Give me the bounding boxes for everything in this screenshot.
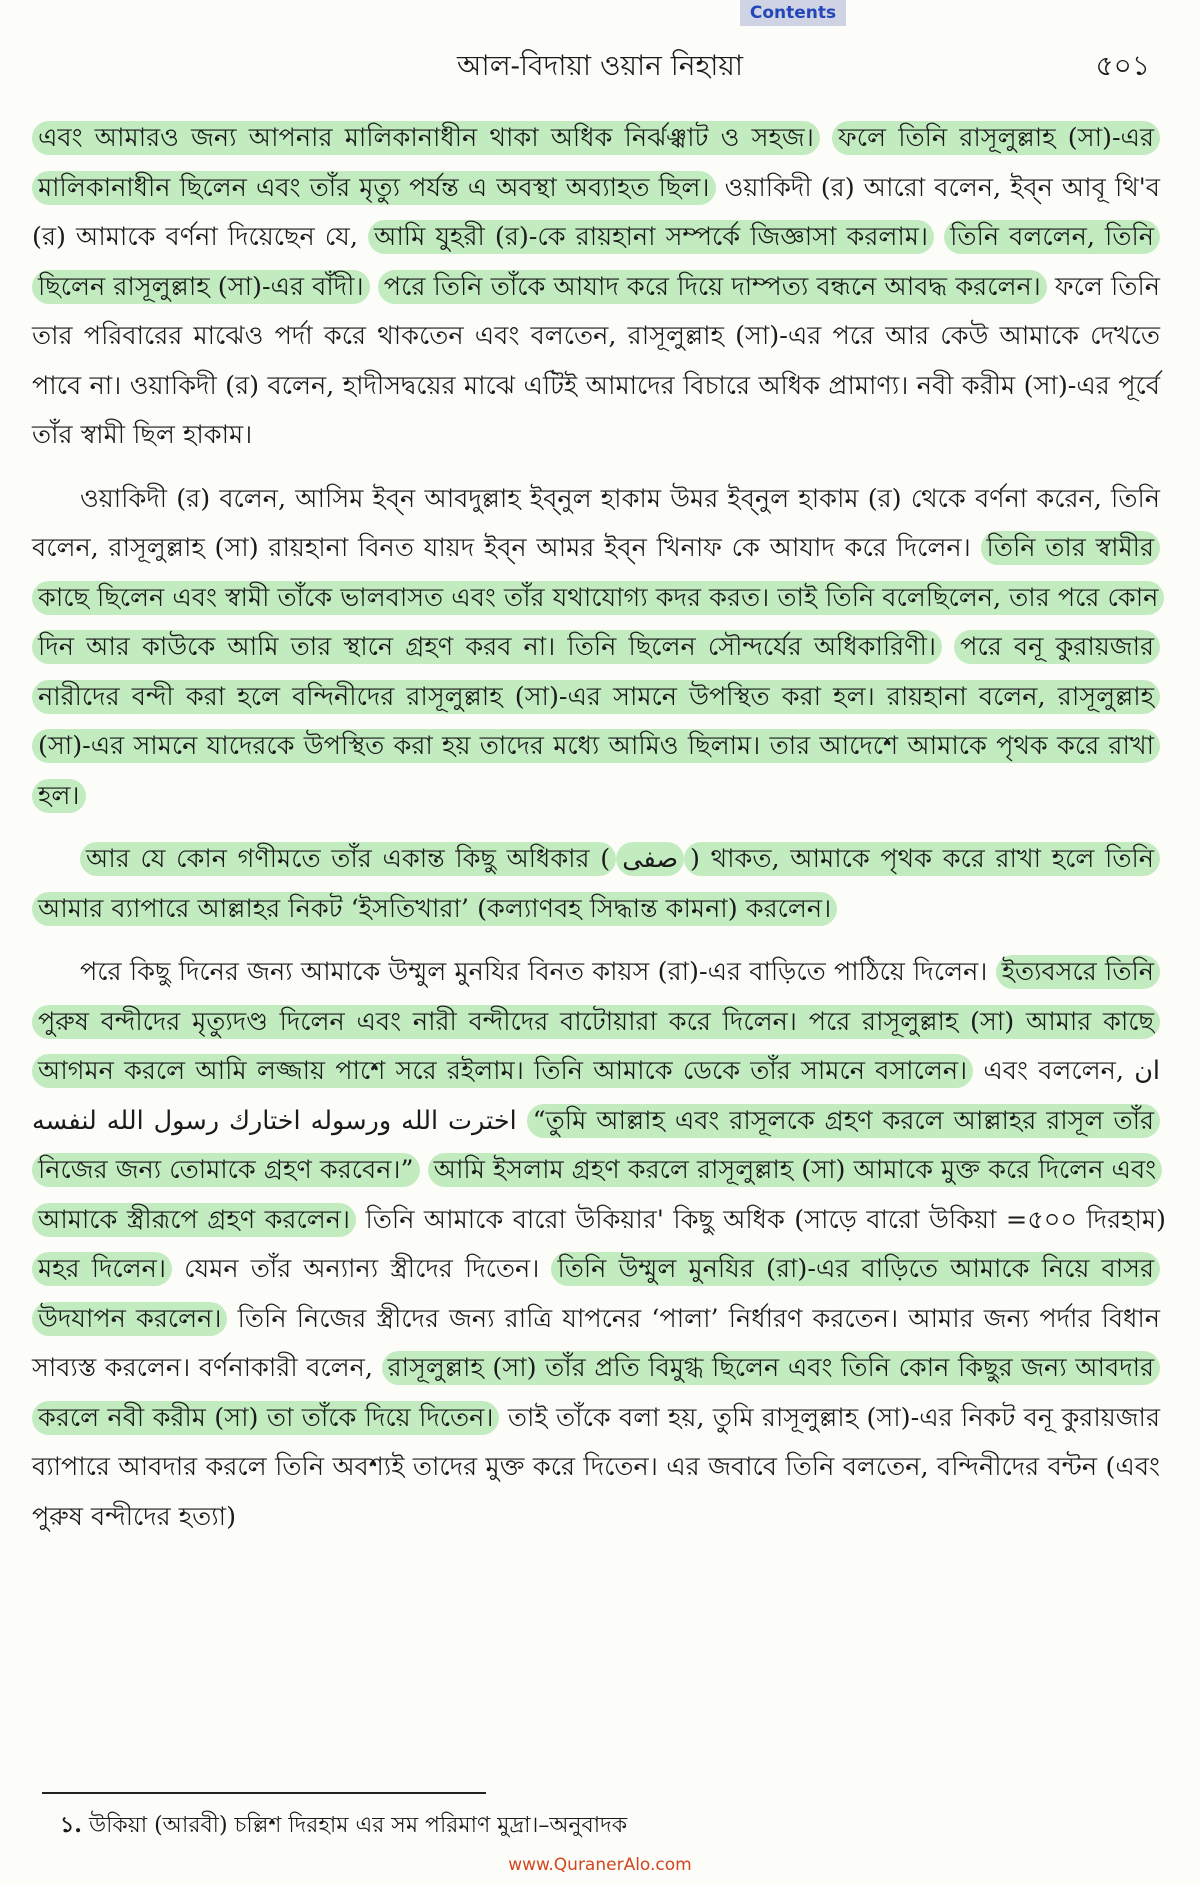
highlighted-text: মহর দিলেন। [32,1252,172,1286]
arabic-text: صفى [616,842,684,876]
text-segment [420,1155,428,1185]
highlighted-text: ইত্যবসরে তিনি পুরুষ বন্দীদের মৃত্যুদণ্ড দিলেন এবং নারী বন্দীদের বাটোয়ারা করে দিলেন। পরে রাসূলুল্লাহ (সা) আমার কাছে আগমন করলে আমি লজ্জায় পাশে সরে রইলাম। তিনি আমাকে ডেকে তাঁর সামনে বসালেন। [32,955,1160,1088]
highlighted-text: তিনি তার স্বামীর কাছে ছিলেন এবং স্বামী তাঁকে ভালবাসত এবং তাঁর যথাযোগ্য কদর করত। তাই তিনি বলেছিলেন, তার পরে কোন দিন আর কাউকে আমি তার স্থানে গ্রহণ করব না। তিনি ছিলেন সৌন্দর্যের অধিকারিণী। [32,531,1164,664]
footnote-text: উকিয়া (আরবী) চল্লিশ দিরহাম এর সম পরিমাণ মুদ্রা।–অনুবাদক [88,1813,628,1838]
watermark-link[interactable]: www.QuranerAlo.com [508,1855,692,1875]
running-head [40,42,1160,82]
body-text [32,114,1167,1556]
highlighted-text: তিনি উম্মুল মুনযির (রা)-এর বাড়িতে আমাকে নিয়ে বাসর উদযাপন করলেন। [32,1252,1160,1336]
highlighted-text: এবং আমারও জন্য আপনার মালিকানাধীন থাকা অধিক নির্ঝঞ্ঝাট ও সহজ। [32,121,820,155]
text-segment [934,222,944,252]
highlighted-text: ফলে তিনি রাসূলুল্লাহ (সা)-এর মালিকানাধীন ছিলেন এবং তাঁর মৃত্যু পর্যন্ত এ অবস্থা অব্যাহত ছিল। [32,121,1160,205]
text-segment: এবং বললেন, [973,1056,1135,1086]
page-number: ৫০১ [1095,49,1150,82]
text-segment: ওয়াকিদী (র) আরো বলেন, ইব্ন আবূ থি'ব (র) আমাকে বর্ণনা দিয়েছেন যে, [32,172,1160,252]
text-segment: তিনি আমাকে বারো উকিয়ার' কিছু অধিক (সাড়ে বারো উকিয়া =৫০০ দিরহাম) [356,1204,1167,1235]
text-segment [942,632,954,662]
text-segment: তাই তাঁকে বলা হয়, তুমি রাসূলুল্লাহ (সা)-এর নিকট বনূ কুরায়জার ব্যাপারে আবদার করলে তিনি অবশ্যই তাদের মুক্ত করে দিতেন। এর জবাবে তিনি বলতেন, বন্দিনীদের বন্টন (এবং পুরুষ বন্দীদের হত্যা) [32,1402,1160,1532]
text-segment: ফলে তিনি তার পরিবারের মাঝেও পর্দা করে থাকতেন এবং বলতেন, রাসূলুল্লাহ (সা)-এর পরে আর কেউ আমাকে দেখতে পাবে না। ওয়াকিদী (র) বলেন, হাদীসদ্বয়ের মাঝে এটিই আমাদের বিচারে অধিক প্রামাণ্য। নবী করীম (সা)-এর পূর্বে তাঁর স্বামী ছিল হাকাম। [32,271,1160,450]
highlighted-text: আমি যুহরী (র)-কে রায়হানা সম্পর্কে জিজ্ঞাসা করলাম। [368,220,934,254]
footnote [60,1808,627,1845]
paragraph-1 [32,114,1160,461]
highlighted-text: রাসূলুল্লাহ (সা) তাঁর প্রতি বিমুগ্ধ ছিলেন এবং তিনি কোন কিছুর জন্য আবদার করলে নবী করীম (সা) তা তাঁকে দিয়ে দিতেন। [32,1351,1160,1435]
highlighted-text: তিনি বললেন, তিনি ছিলেন রাসূলুল্লাহ (সা)-এর বাঁদী। [32,220,1160,304]
highlighted-text: “তুমি আল্লাহ এবং রাসূলকে গ্রহণ করলে আল্লাহর রাসূল তাঁর নিজের জন্য তোমাকে গ্রহণ করবেন।” [32,1104,1160,1188]
paragraph-3 [32,835,1160,934]
highlighted-text: আমি ইসলাম গ্রহণ করলে রাসূলুল্লাহ (সা) আমাকে মুক্ত করে দিলেন এবং আমাকে স্ত্রীরূপে গ্রহণ করলেন। [32,1153,1162,1237]
paragraph-4 [32,948,1167,1542]
contents-button[interactable]: Contents [740,0,846,26]
text-segment: তিনি নিজের স্ত্রীদের জন্য রাত্রি যাপনের ‘পালা’ নির্ধারণ করতেন। আমার জন্য পর্দার বিধান সাব্যস্ত করলেন। বর্ণনাকারী বলেন, [32,1303,1160,1383]
text-segment: যেমন তাঁর অন্যান্য স্ত্রীদের দিতেন। [172,1254,552,1284]
book-title: আল-বিদায়া ওয়ান নিহায়া [457,49,743,82]
highlighted-text: পরে তিনি তাঁকে আযাদ করে দিয়ে দাম্পত্য বন্ধনে আবদ্ধ করলেন। [378,270,1047,304]
highlighted-text: আর যে কোন গণীমতে তাঁর একান্ত কিছু অধিকার ( [80,842,616,876]
text-segment [517,1106,527,1136]
highlighted-text: ) থাকত, আমাকে পৃথক করে রাখা হলে তিনি আমার ব্যাপারে আল্লাহর নিকট ‘ইসতিখারা’ (কল্যাণবহ সিদ্ধান্ত কামনা) করলেন। [32,842,1160,926]
footnote-divider [42,1792,486,1794]
highlighted-text: পরে বনূ কুরায়জার নারীদের বন্দী করা হলে বন্দিনীদের রাসূলুল্লাহ (সা)-এর সামনে উপস্থিত করা হল। রায়হানা বলেন, রাসূলুল্লাহ (সা)-এর সামনে যাদেরকে উপস্থিত করা হয় তাদের মধ্যে আমিও ছিলাম। তার আদেশে আমাকে পৃথক করে রাখা হল। [32,630,1160,813]
text-segment [820,123,832,153]
text-segment [370,272,378,302]
arabic-text: ان اخترت الله ورسوله اختارك رسول الله لنفسه [32,1056,1161,1136]
footnote-number: ১. [60,1812,82,1838]
text-segment: পরে কিছু দিনের জন্য আমাকে উম্মুল মুনযির বিনত কায়স (রা)-এর বাড়িতে পাঠিয়ে দিলেন। [80,957,996,987]
paragraph-2 [32,475,1160,822]
text-segment: ওয়াকিদী (র) বলেন, আসিম ইব্ন আবদুল্লাহ ইব্নুল হাকাম উমর ইব্নুল হাকাম (র) থেকে বর্ণনা করেন, তিনি বলেন, রাসূলুল্লাহ (সা) রায়হানা বিনত যায়দ ইব্ন আমর ইব্ন খিনাফ কে আযাদ করে দিলেন। [32,483,1160,563]
